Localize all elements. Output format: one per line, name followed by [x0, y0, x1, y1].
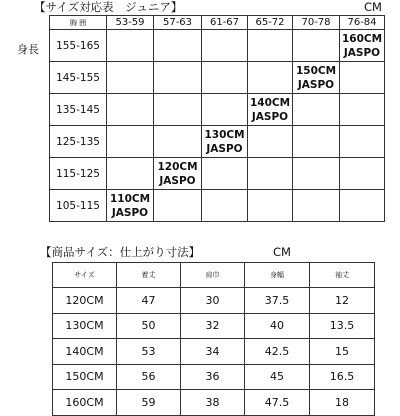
product-value-cell: 59 [117, 390, 181, 416]
size-label: 160CM [341, 32, 383, 45]
product-row [53, 313, 375, 339]
empty-cell [293, 94, 340, 126]
size-chart-row [50, 158, 385, 190]
product-value-cell: 50 [117, 313, 181, 339]
product-value-cell: 47.5 [245, 390, 310, 416]
empty-cell [202, 30, 248, 62]
empty-cell [107, 94, 154, 126]
size-label: 120CM [157, 160, 198, 173]
empty-cell [248, 190, 293, 222]
product-value-cell: 47 [117, 288, 181, 314]
empty-cell [107, 62, 154, 94]
empty-cell [248, 158, 293, 190]
empty-cell [202, 190, 248, 222]
chest-header-row [50, 16, 385, 30]
product-column-header: サイズ [53, 263, 117, 288]
size-chart-row [50, 30, 385, 62]
empty-cell [107, 126, 154, 158]
brand-label: JASPO [251, 110, 289, 123]
size-chart-row [50, 94, 385, 126]
brand-label: JASPO [111, 206, 149, 219]
size-chart-row [50, 190, 385, 222]
size-match-cell [202, 126, 248, 158]
height-range-cell: 125-135 [50, 126, 107, 158]
product-value-cell: 53 [117, 339, 181, 365]
product-size-title: 【商品サイズ：仕上がり寸法】 [40, 245, 201, 259]
empty-cell [202, 158, 248, 190]
empty-cell [248, 62, 293, 94]
empty-cell [293, 30, 340, 62]
product-size-cell: 160CM [53, 390, 117, 416]
size-chart-title: 【サイズ対応表 ジュニア】 [34, 0, 183, 14]
product-row [53, 339, 375, 365]
height-range-cell: 135-145 [50, 94, 107, 126]
empty-cell [154, 62, 202, 94]
brand-label: JASPO [206, 142, 243, 155]
empty-cell [340, 62, 385, 94]
chest-column-header: 57-63 [154, 16, 202, 30]
size-match-cell [154, 158, 202, 190]
product-value-cell: 16.5 [310, 364, 375, 390]
height-range-cell: 115-125 [50, 158, 107, 190]
size-label: 110CM [109, 192, 151, 205]
empty-cell [202, 94, 248, 126]
product-row [53, 364, 375, 390]
size-match-cell [248, 94, 293, 126]
chest-column-header: 70-78 [293, 16, 340, 30]
empty-cell [340, 126, 385, 158]
product-value-cell: 56 [117, 364, 181, 390]
product-value-cell: 45 [245, 364, 310, 390]
product-value-cell: 38 [181, 390, 245, 416]
product-size-cell: 130CM [53, 313, 117, 339]
size-match-cell [293, 62, 340, 94]
product-value-cell: 12 [310, 288, 375, 314]
product-value-cell: 15 [310, 339, 375, 365]
empty-cell [154, 126, 202, 158]
empty-cell [293, 190, 340, 222]
empty-cell [248, 30, 293, 62]
product-size-unit: CM [273, 245, 291, 259]
height-range-cell: 155-165 [50, 30, 107, 62]
empty-cell [202, 62, 248, 94]
product-size-table [52, 262, 375, 416]
chest-corner-label: 胸 囲 [50, 16, 107, 30]
brand-label: JASPO [297, 78, 335, 91]
product-size-cell: 120CM [53, 288, 117, 314]
empty-cell [340, 190, 385, 222]
product-value-cell: 40 [245, 313, 310, 339]
empty-cell [154, 190, 202, 222]
empty-cell [154, 94, 202, 126]
product-value-cell: 30 [181, 288, 245, 314]
product-value-cell: 18 [310, 390, 375, 416]
size-label: 130CM [204, 128, 245, 141]
product-value-cell: 37.5 [245, 288, 310, 314]
product-value-cell: 13.5 [310, 313, 375, 339]
chest-column-header: 61-67 [202, 16, 248, 30]
product-column-header: 着丈 [117, 263, 181, 288]
chest-column-header: 65-72 [248, 16, 293, 30]
product-column-header: 身幅 [245, 263, 310, 288]
brand-label: JASPO [159, 174, 196, 187]
size-label: 150CM [295, 64, 337, 77]
empty-cell [340, 94, 385, 126]
size-chart-row [50, 126, 385, 158]
product-row [53, 288, 375, 314]
chest-column-header: 76-84 [340, 16, 385, 30]
height-row-header: 身長 [17, 43, 39, 56]
height-range-cell: 105-115 [50, 190, 107, 222]
product-value-cell: 34 [181, 339, 245, 365]
empty-cell [340, 158, 385, 190]
height-range-cell: 145-155 [50, 62, 107, 94]
empty-cell [293, 158, 340, 190]
product-value-cell: 32 [181, 313, 245, 339]
product-column-header: 袖丈 [310, 263, 375, 288]
empty-cell [248, 126, 293, 158]
size-label: 140CM [249, 96, 291, 109]
product-size-cell: 140CM [53, 339, 117, 365]
brand-label: JASPO [343, 46, 381, 59]
product-header-row [53, 263, 375, 288]
size-match-cell [107, 190, 154, 222]
size-chart-row [50, 62, 385, 94]
product-size-cell: 150CM [53, 364, 117, 390]
chest-column-header: 53-59 [107, 16, 154, 30]
product-value-cell: 42.5 [245, 339, 310, 365]
size-chart-table [49, 15, 385, 222]
empty-cell [154, 30, 202, 62]
size-match-cell [340, 30, 385, 62]
empty-cell [293, 126, 340, 158]
size-chart-unit: CM [364, 0, 382, 14]
product-row [53, 390, 375, 416]
product-column-header: 肩巾 [181, 263, 245, 288]
empty-cell [107, 158, 154, 190]
empty-cell [107, 30, 154, 62]
product-value-cell: 36 [181, 364, 245, 390]
